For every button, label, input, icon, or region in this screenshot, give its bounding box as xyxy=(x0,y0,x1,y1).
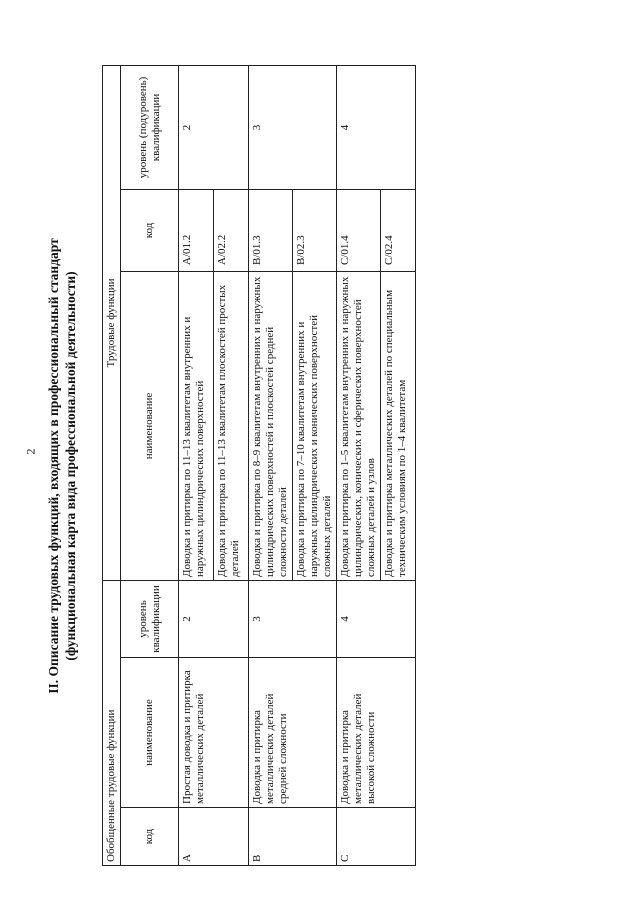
group-level: 3 xyxy=(249,580,337,657)
title-line-1: II. Описание трудовых функций, входящих в профессиональный стандарт xyxy=(46,238,61,694)
group-name: Доводка и притирка металлических деталей высокой сложности xyxy=(337,658,416,808)
group-level: 4 xyxy=(337,580,416,657)
function-name: Доводка и притирка по 7–10 квалитетам внутренних и наружных цилиндрических и конических поверхностей сложных деталей xyxy=(293,271,337,580)
header-function-name: наименование xyxy=(121,271,179,580)
table-row xyxy=(179,65,214,865)
function-code: B/01.3 xyxy=(249,189,293,271)
header-labor-functions: Трудовые функции xyxy=(103,65,121,580)
function-name: Доводка и притирка по 11–13 квалитетам внутренних и наружных цилиндрических поверхностей xyxy=(179,271,214,580)
header-row-1 xyxy=(103,65,121,865)
header-code: код xyxy=(121,808,179,866)
group-code: C xyxy=(337,808,416,866)
title-line-2: (функциональная карта вида профессиональной деятельности) xyxy=(63,271,78,661)
rotated-page-content xyxy=(45,66,600,866)
header-row-2 xyxy=(121,65,179,865)
table-row xyxy=(249,65,293,865)
function-code: C/01.4 xyxy=(337,189,381,271)
group-level: 2 xyxy=(179,580,249,657)
group-code: B xyxy=(249,808,337,866)
function-name: Доводка и притирка металлических деталей по специальным техническим условиям по 1–4 квалитетам xyxy=(381,271,416,580)
function-level: 4 xyxy=(337,65,416,189)
table-row xyxy=(337,65,381,865)
function-name: Доводка и притирка по 8–9 квалитетам внутренних и наружных цилиндрических поверхностей и плоскостей средней сложности деталей xyxy=(249,271,293,580)
function-name: Доводка и притирка по 11–13 квалитетам плоскостей простых деталей xyxy=(214,271,249,580)
header-function-code: код xyxy=(121,189,179,271)
function-code: C/02.4 xyxy=(381,189,416,271)
page-number: 2 xyxy=(23,448,38,455)
group-code: A xyxy=(179,808,249,866)
header-qualification-level: уровень квалификации xyxy=(121,580,179,657)
function-code: B/02.3 xyxy=(293,189,337,271)
function-level: 3 xyxy=(249,65,337,189)
function-name: Доводка и притирка по 1–5 квалитетам внутренних и наружных цилиндрических, конических и сферических поверхностей сложных деталей и узлов xyxy=(337,271,381,580)
function-level: 2 xyxy=(179,65,249,189)
header-name: наименование xyxy=(121,658,179,808)
section-title xyxy=(45,66,79,866)
function-code: A/02.2 xyxy=(214,189,249,271)
header-generalized-functions: Обобщенные трудовые функции xyxy=(103,580,121,865)
group-name: Доводка и притирка металлических деталей средней сложности xyxy=(249,658,337,808)
functional-map-table xyxy=(102,65,416,866)
group-name: Простая доводка и притирка металлических деталей xyxy=(179,658,249,808)
header-function-level: уровень (подуровень) квалификации xyxy=(121,65,179,189)
function-code: A/01.2 xyxy=(179,189,214,271)
